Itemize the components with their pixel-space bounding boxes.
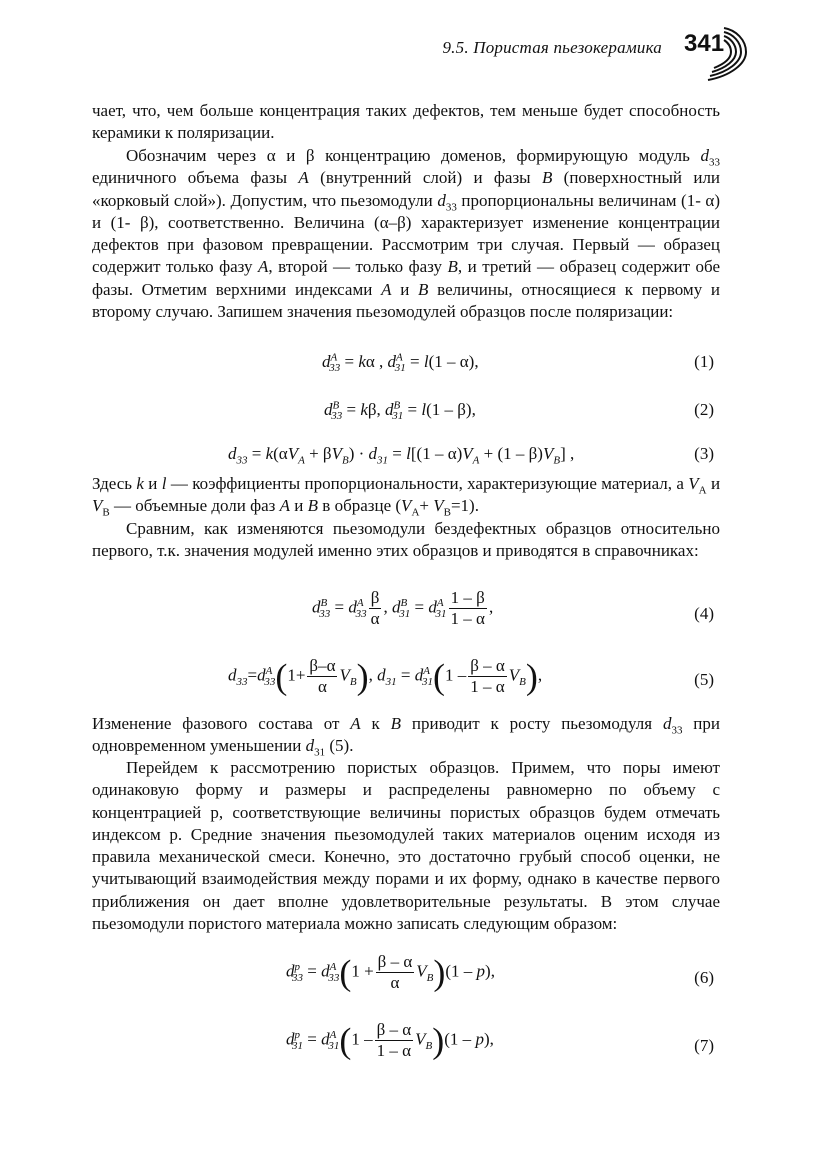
equation-number: (6) xyxy=(694,968,714,987)
equation-number: (7) xyxy=(694,1036,714,1055)
equation-7: $d^p_{31} = d^A_{31}(1$ – $\frac{\beta - \alpha}{1 - \alpha}$ $V_B)(1 - p)$, (7) xyxy=(286,1020,714,1061)
paragraph-5: Изменение фазового состава от A к B приводит к росту пьезомодуля $d_{33}$ при одновременном уменьшении $d_{31}$ (5). xyxy=(92,714,720,759)
paragraph-1: чает, что, чем больше концентрация таких дефектов, тем меньше будет способность керамики к поляризации. xyxy=(92,101,720,143)
equation-number: (5) xyxy=(694,670,714,689)
equation-number: (1) xyxy=(694,352,714,371)
equation-number: (2) xyxy=(694,400,714,419)
swirl-ornament-icon xyxy=(700,24,754,86)
paragraph-6: Перейдем к рассмотрению пористых образцов. Примем, что поры имеют одинаковую форму и размеры и распределены равномерно по объему с концентрацией p, соответствующие величины пористых образцов будем отмечать индексом p. Средние значения пьезомодулей таких материалов оценим исходя из правила механической смеси. Конечно, это достаточно грубый способ оценки, не учитывающий взаимодействия между порами и их форму, однако в качестве первого приближения он дает вполне удовлетворительные результаты. В этом случае пьезомодули пористого материала можно записать следующим образом: xyxy=(92,758,720,934)
equation-6: $d^p_{33} = d^A_{33}(1$ + $\frac{\beta - \alpha}{\alpha}$ $V_B)(1 - p)$, (6) xyxy=(286,952,714,993)
page-header xyxy=(0,30,838,80)
equation-4: $d^B_{33} = d^A_{33}$ $\frac{\beta}{\alpha}$ , $d^B_{31} = d^A_{31}$ $\frac{1 - \beta}{1 - \alpha}$ , (4) xyxy=(312,588,714,628)
paragraph-2: Обозначим через α и β концентрацию доменов, формирующую модуль $d_{33}$ единичного объема фазы A (внутренний слой) и фазы B (поверхностный или «корковый слой»). Допустим, что пьезомодули $d_{33}$ пропорциональны величинам (1- α) и (1- β), соответственно. Величина (α–β) характеризует изменение концентрации дефектов при фазовом превращении. Рассмотрим три случая. Первый — образец содержит только фазу A, второй — только фазу B, и третий — образец содержит обе фазы. Отметим верхними индексами A и B величины, относящиеся к первому и второму случаю. Запишем значения пьезомодулей образцов после поляризации: xyxy=(92,146,721,322)
page-number: 341 xyxy=(684,30,725,57)
equation-3: $d_{33} = k(\alpha V_A + \beta V_B) \cdot d_{31} = l[(1 - \alpha)V_A + (1 - \beta)V_B]$ , (3) xyxy=(228,444,714,467)
paragraph-4: Сравним, как изменяются пьезомодули бездефектных образцов относительно первого, т.к. значения модулей именно этих образцов и приводятся в справочниках: xyxy=(92,519,720,561)
running-title: 9.5. Пористая пьезокерамика xyxy=(442,38,662,57)
equation-number: (4) xyxy=(694,604,714,623)
equation-5: $d_{33}=d^A_{33}(1+$ $\frac{\beta-\alpha}{\alpha}$ $V_B$), $d_{31} = d^A_{31}(1$ – $\frac{\beta - \alpha}{1 - \alpha}$ $V_B$), (5) xyxy=(228,656,714,697)
equation-1: $d^A_{33} = k\alpha$ , $d^A_{31} = l(1 - \alpha)$, (1) xyxy=(322,351,714,375)
equation-number: (3) xyxy=(694,444,714,463)
paragraph-3: Здесь k и l — коэффициенты пропорциональности, характеризующие материал, а $V_A$ и $V_B$ — объемные доли фаз A и B в образце $(V_A+ V_B=1)$. xyxy=(92,474,721,519)
equation-2: $d^B_{33} = k\beta$, $d^B_{31} = l(1 - \beta)$, (2) xyxy=(324,399,714,423)
